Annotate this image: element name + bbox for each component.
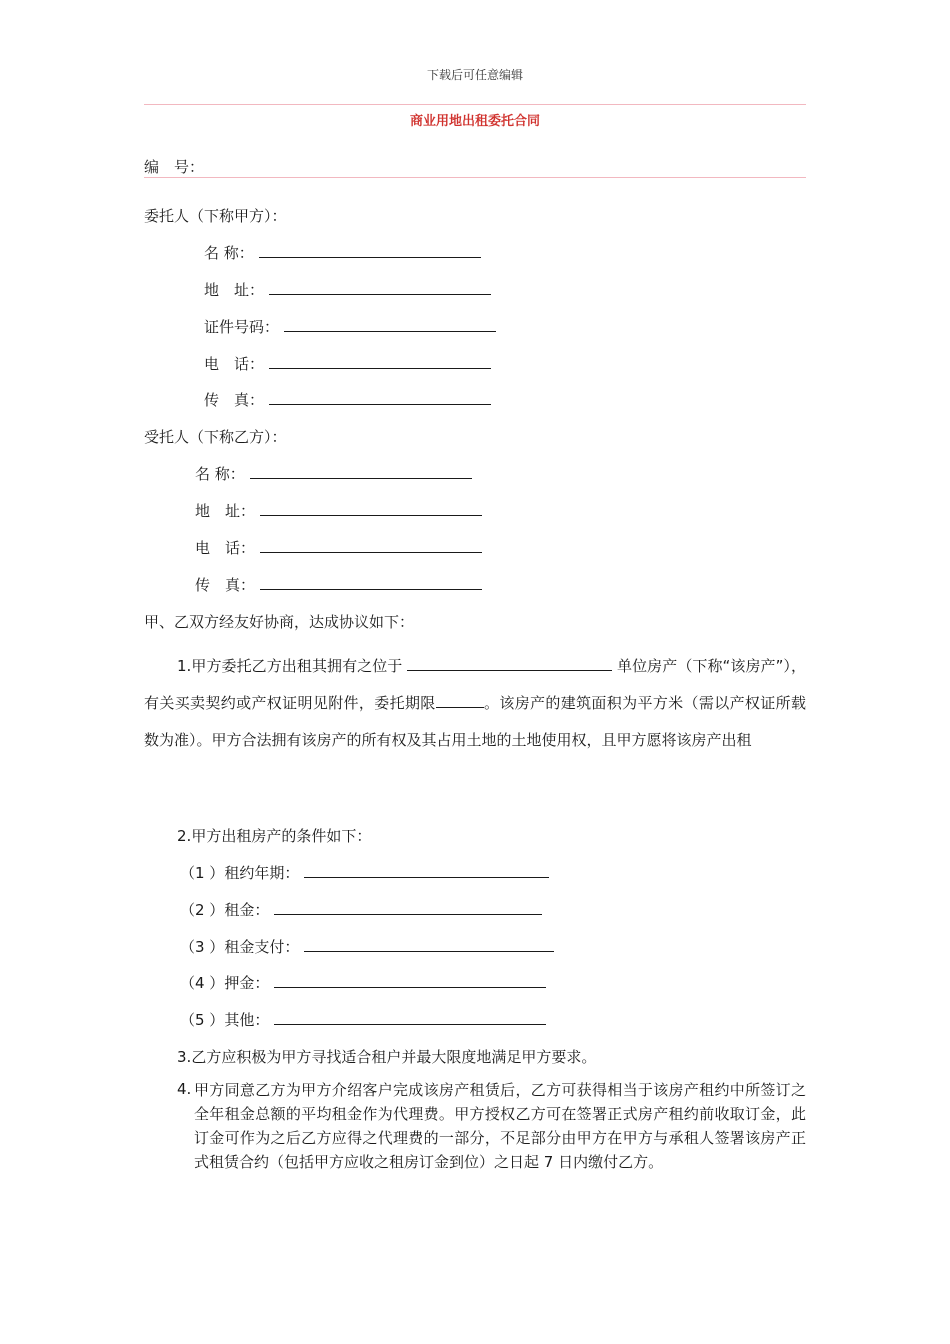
condition-item-5-index: （5 ） [180,1011,225,1029]
clause-1-number: 1. [177,657,192,675]
condition-item-2-blank [274,900,542,915]
condition-item-5-blank [274,1010,546,1025]
condition-item-5-label: 其他： [224,1011,270,1029]
party-a-address-field [204,279,491,300]
party-b-name-blank [250,464,472,479]
download-note: 下载后可任意编辑 [426,68,523,82]
clause-1-text-part2: 单位房产（下称“该房产”），有关买卖契约或产权证明见附件，委托期限 [144,657,806,712]
condition-item-1-index: （1 ） [180,864,225,882]
party-a-phone-label: 电 话： [204,355,265,373]
party-b-address-label: 地 址： [195,502,256,520]
party-b-fax-field [195,574,482,595]
condition-item-3-label: 租金支付： [224,938,300,956]
condition-item-3-blank [304,937,554,952]
condition-item-1-blank [304,863,549,878]
party-a-name-label: 名 称： [204,244,254,262]
condition-item-3-index: （3 ） [180,938,225,956]
clause-2-heading-line [177,825,371,846]
condition-item-5 [180,1009,546,1030]
party-a-address-label: 地 址： [204,281,265,299]
party-a-phone-blank [269,354,491,369]
party-b-phone-field [195,537,482,558]
party-b-name-label: 名 称： [195,465,245,483]
condition-item-1-label: 租约年期： [224,864,300,882]
condition-item-1 [180,862,549,883]
party-b-phone-label: 电 话： [195,539,256,557]
clause-1-term-blank [436,693,484,708]
party-b-fax-blank [260,575,482,590]
condition-item-2-index: （2 ） [180,901,225,919]
clause-2-heading: 甲方出租房产的条件如下： [191,827,372,845]
condition-item-2 [180,899,542,920]
clause-4-number: 4. [177,1080,192,1098]
clause-1-text-part3: 。该房产的建筑面积为平方米（需以产权证所载数为准）。甲方合法拥有该房产的所有权及其占用土地的土地使用权，且甲方愿将该房产出租 [144,694,806,749]
clause-2-number: 2. [177,827,192,845]
document-title: 商业用地出租委托合同 [409,114,540,129]
party-b-fax-label: 传 真： [195,576,256,594]
clause-1-paragraph [144,648,806,759]
party-a-fax-field [204,389,491,410]
condition-item-3 [180,936,554,957]
condition-item-4 [180,972,546,993]
condition-item-4-blank [274,973,546,988]
clause-3-number: 3. [177,1048,192,1066]
clause-1-text-part1: 甲方委托乙方出租其拥有之位于 [191,657,408,675]
condition-item-4-label: 押金： [224,974,270,992]
party-a-id-field [204,316,496,337]
clause-4-text: 甲方同意乙方为甲方介绍客户完成该房产租赁后，乙方可获得相当于该房产租约中所签订之全年租金总额的平均租金作为代理费。甲方授权乙方可在签署正式房产租约前收取订金，此订金可作为之后乙方应得之代理费的一部分，不足部分由甲方在甲方与承租人签署该房产正式租赁合约（包括甲方应收之租房订金到位）之日起 7 日内缴付乙方。 [194,1081,806,1171]
header-divider [144,104,806,105]
party-a-heading: 委托人（下称甲方）： [144,207,287,225]
party-b-address-field [195,500,482,521]
agreement-intro: 甲、乙双方经友好协商，达成协议如下： [144,613,415,631]
party-b-address-blank [260,501,482,516]
party-a-name-blank [259,243,481,258]
party-a-address-blank [269,280,491,295]
party-b-heading: 受托人（下称乙方）： [144,428,287,446]
clause-1-location-blank [407,656,612,671]
clause-3-text: 乙方应积极为甲方寻找适合租户并最大限度地满足甲方要求。 [191,1048,597,1066]
contract-number-label: 编 号： [144,158,205,176]
party-a-id-blank [284,317,496,332]
party-a-name-field [204,242,481,263]
party-a-fax-blank [269,390,491,405]
party-a-phone-field [204,353,491,374]
party-b-name-field [195,463,472,484]
condition-item-4-index: （4 ） [180,974,225,992]
clause-3-line [177,1046,596,1067]
party-b-phone-blank [260,538,482,553]
condition-item-2-label: 租金： [224,901,270,919]
number-divider [144,177,806,178]
party-a-id-label: 证件号码： [204,318,280,336]
party-a-fax-label: 传 真： [204,391,265,409]
